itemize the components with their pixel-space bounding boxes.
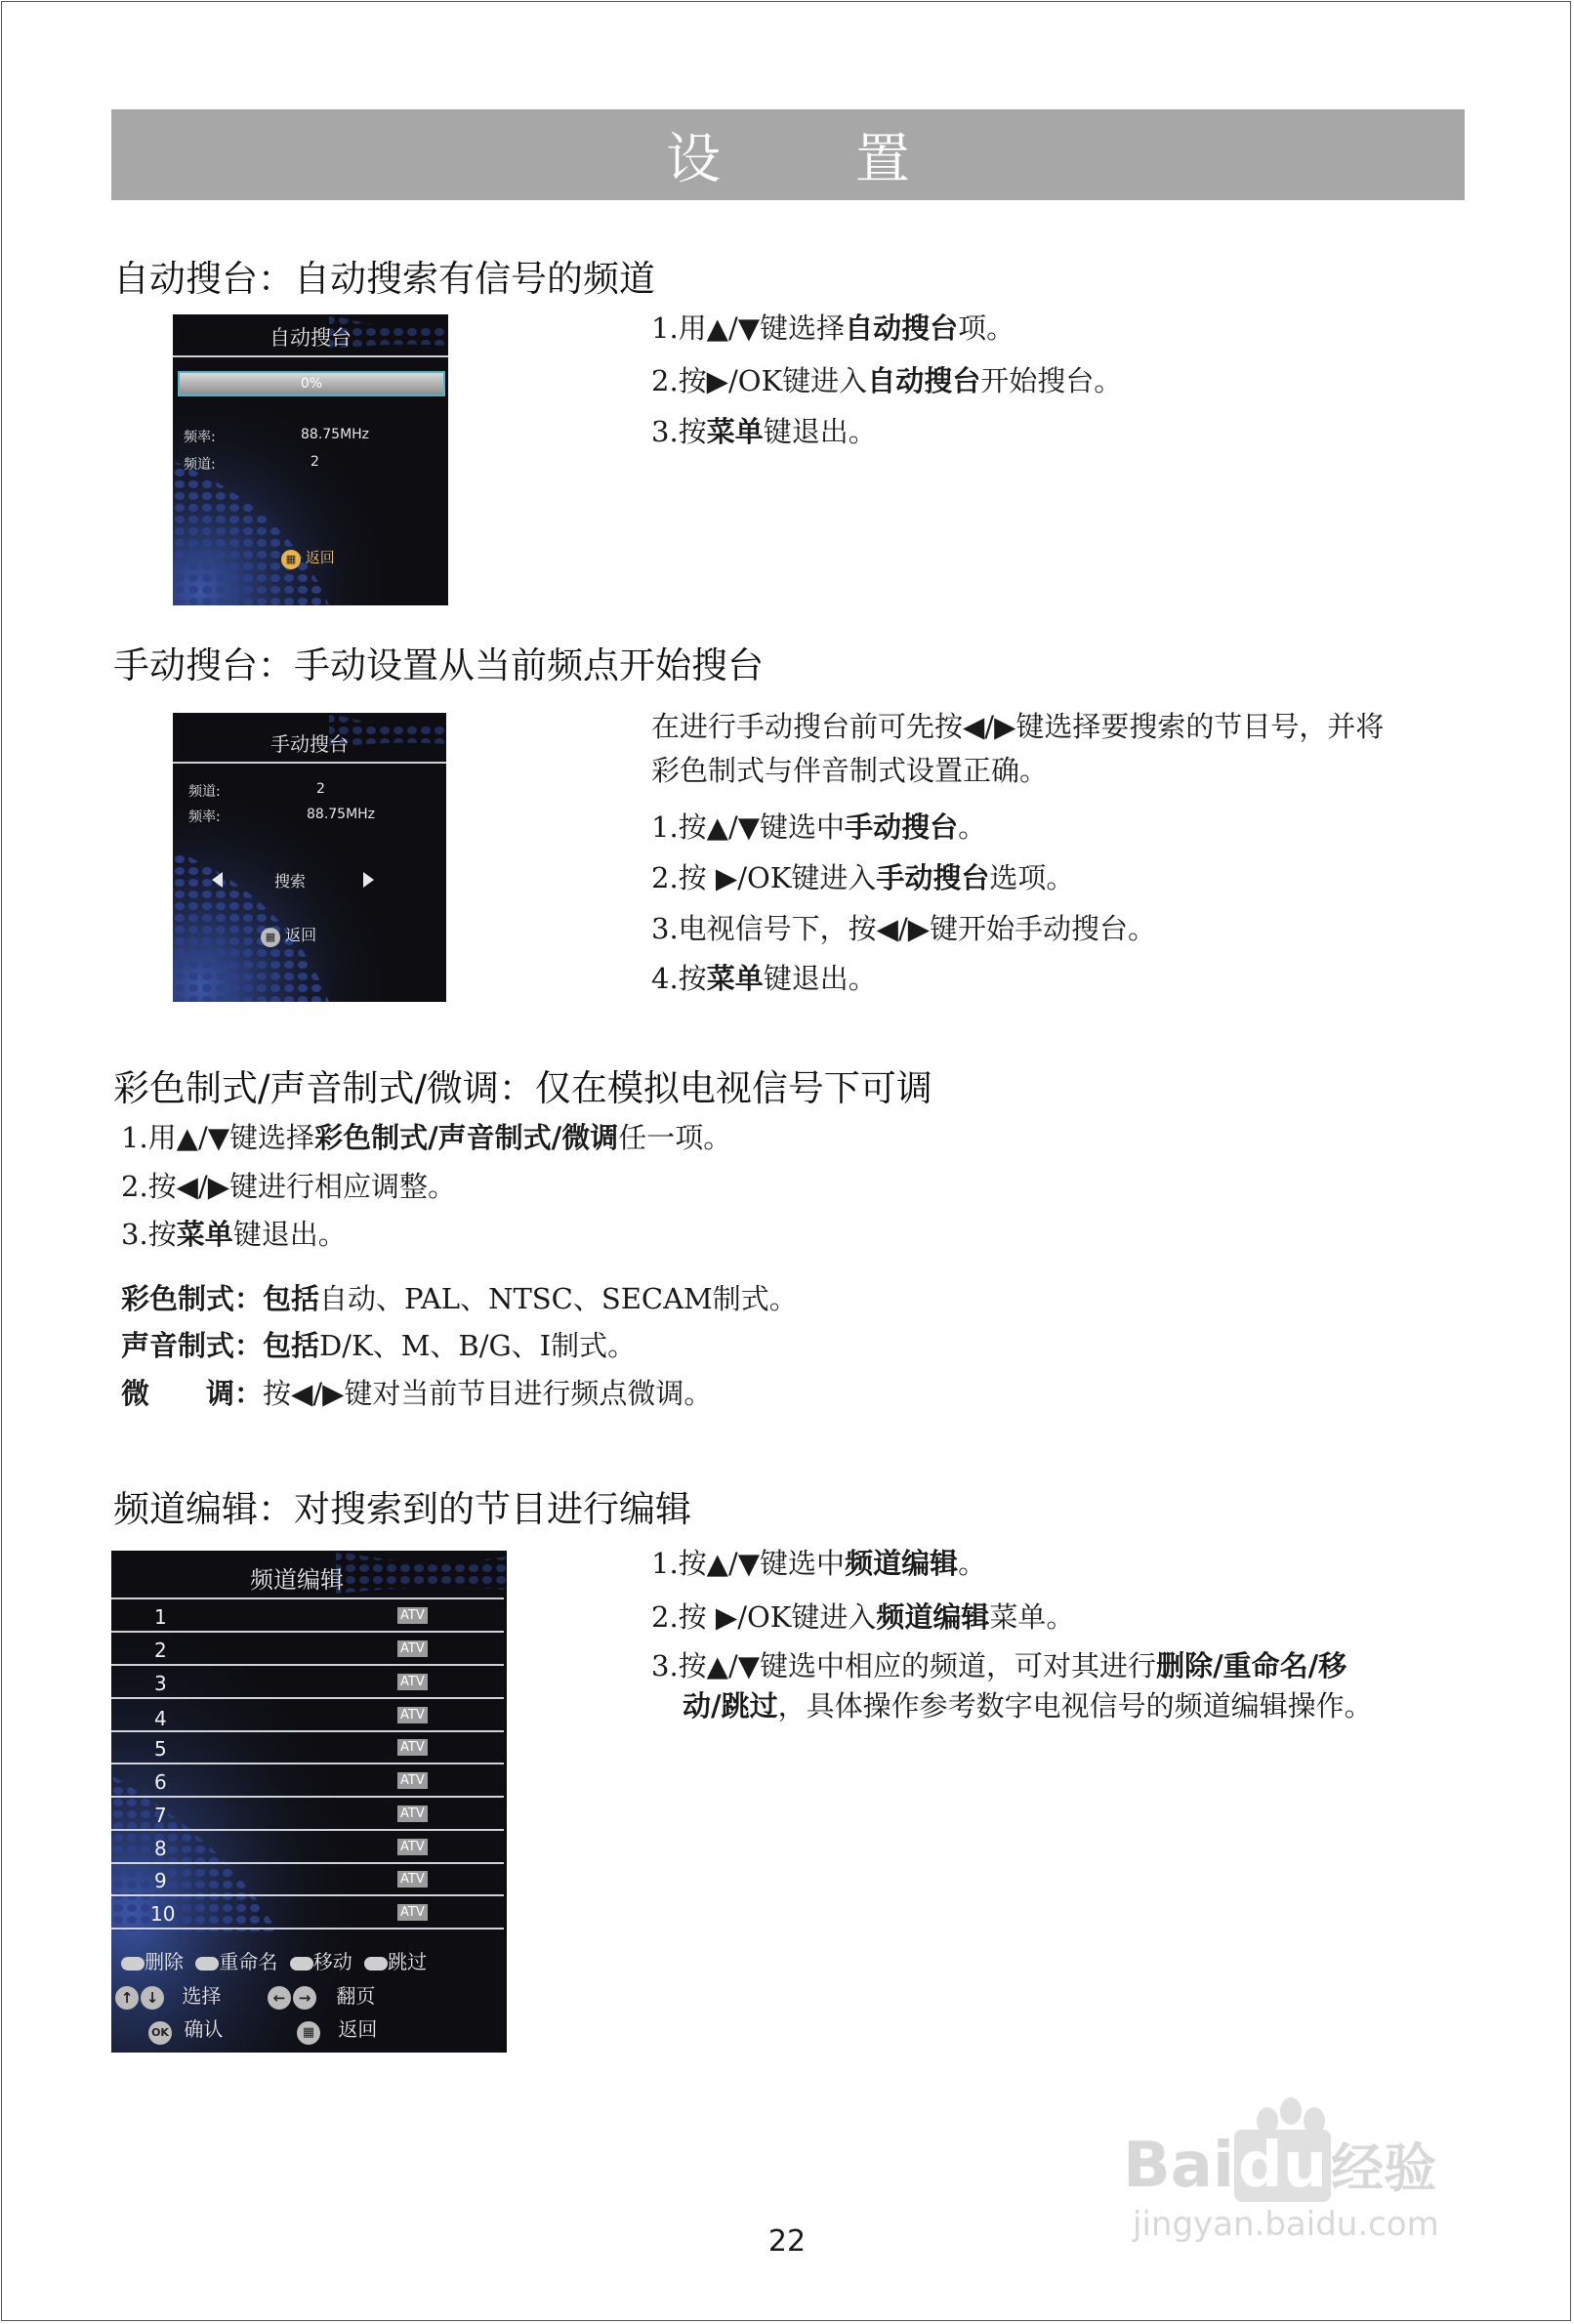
channel-value: 2 bbox=[311, 454, 319, 470]
menu-key-icon: ▦ bbox=[261, 928, 280, 947]
auto-step-3: 3.按菜单键退出。 bbox=[651, 415, 877, 448]
channel-value: 2 bbox=[316, 781, 325, 797]
down-key-icon: ↓ bbox=[141, 1986, 164, 2010]
progress-bar: 0% bbox=[178, 371, 445, 396]
sound-system-def: 声音制式：包括D/K、M、B/G、I制式。 bbox=[121, 1329, 637, 1362]
page-number: 22 bbox=[767, 2224, 807, 2259]
watermark-url: jingyan.baidu.com bbox=[1133, 2205, 1439, 2244]
section-heading-channel-edit: 频道编辑：对搜索到的节目进行编辑 bbox=[113, 1488, 691, 1530]
watermark-cn: 经验 bbox=[1331, 2137, 1437, 2199]
channel-row[interactable]: 2 ATV bbox=[111, 1633, 504, 1666]
channel-edit-screen bbox=[111, 1551, 507, 2053]
move-action[interactable]: 移动 bbox=[312, 1950, 352, 1973]
channel-row[interactable]: 6 ATV bbox=[111, 1764, 504, 1798]
green-key-icon bbox=[195, 1957, 219, 1971]
select-hint bbox=[115, 1980, 221, 2010]
freq-label: 频率: bbox=[184, 430, 216, 445]
left-arrow-icon[interactable] bbox=[212, 872, 223, 888]
menu-key-icon: ▦ bbox=[297, 2021, 320, 2045]
delete-action[interactable]: 删除 bbox=[145, 1950, 184, 1973]
return-hint bbox=[297, 2013, 377, 2045]
color-step-2: 2.按◀/▶键进行相应调整。 bbox=[121, 1170, 457, 1203]
section-heading-manual-search: 手动搜台：手动设置从当前频点开始搜台 bbox=[113, 644, 764, 686]
color-system-def: 彩色制式：包括自动、PAL、NTSC、SECAM制式。 bbox=[121, 1282, 798, 1315]
search-button[interactable]: 搜索 bbox=[274, 872, 307, 891]
auto-search-screen bbox=[173, 314, 448, 605]
manual-step-2: 2.按 ▶/OK键进入手动搜台选项。 bbox=[651, 861, 1075, 894]
divider bbox=[173, 355, 448, 357]
confirm-label: 确认 bbox=[184, 2017, 224, 2041]
page-title-banner bbox=[111, 109, 1465, 200]
channel-row[interactable]: 9 ATV bbox=[111, 1864, 504, 1896]
divider bbox=[173, 762, 446, 764]
rename-action[interactable]: 重命名 bbox=[219, 1950, 278, 1973]
manual-step-1: 1.按▲/▼键选中手动搜台。 bbox=[651, 810, 987, 844]
manual-search-screen bbox=[173, 713, 446, 1002]
screen-title: 自动搜台 bbox=[269, 326, 352, 350]
channel-label: 频道: bbox=[188, 784, 221, 800]
ok-key-icon: OK bbox=[148, 2021, 172, 2045]
channel-label: 频道: bbox=[184, 457, 216, 473]
fine-tune-def: 微 调：按◀/▶键对当前节目进行频点微调。 bbox=[121, 1377, 713, 1410]
channel-row[interactable]: 1 ATV bbox=[111, 1599, 504, 1633]
return-label: 返回 bbox=[305, 549, 335, 566]
action-bar bbox=[121, 1946, 427, 1974]
red-key-icon bbox=[121, 1957, 145, 1971]
freq-value: 88.75MHz bbox=[307, 807, 376, 822]
manual-step-3: 3.电视信号下，按◀/▶键开始手动搜台。 bbox=[651, 912, 1157, 945]
channel-row[interactable]: 7 ATV bbox=[111, 1798, 504, 1831]
channel-row[interactable]: 4 ATV bbox=[111, 1699, 504, 1732]
watermark-brand2: du bbox=[1234, 2130, 1331, 2202]
menu-key-icon: ▦ bbox=[281, 550, 301, 569]
watermark-brand: Bai bbox=[1123, 2130, 1234, 2202]
right-arrow-icon[interactable] bbox=[363, 872, 374, 888]
color-step-1: 1.用▲/▼键选择彩色制式/声音制式/微调任一项。 bbox=[121, 1121, 732, 1154]
baidu-watermark bbox=[1123, 2090, 1484, 2246]
edit-step-3: 3.按▲/▼键选中相应的频道，可对其进行删除/重命名/移 bbox=[651, 1649, 1347, 1682]
edit-step-1: 1.按▲/▼键选中频道编辑。 bbox=[651, 1547, 987, 1580]
manual-intro-line-1: 在进行手动搜台前可先按◀/▶键选择要搜索的节目号，并将 bbox=[651, 710, 1385, 743]
up-key-icon: ↑ bbox=[115, 1986, 139, 2010]
confirm-hint bbox=[148, 2013, 223, 2045]
auto-step-2: 2.按▶/OK键进入自动搜台开始搜台。 bbox=[651, 364, 1123, 397]
freq-label: 频率: bbox=[188, 809, 221, 825]
page-title: 设 置 bbox=[666, 127, 969, 191]
return-label: 返回 bbox=[285, 926, 317, 944]
return-hint bbox=[281, 547, 335, 569]
channel-row[interactable]: 5 ATV bbox=[111, 1732, 504, 1764]
edit-step-2: 2.按 ▶/OK键进入频道编辑菜单。 bbox=[651, 1600, 1075, 1634]
channel-row[interactable]: 8 ATV bbox=[111, 1831, 504, 1864]
edit-step-3-cont: 动/跳过，具体操作参考数字电视信号的频道编辑操作。 bbox=[683, 1689, 1373, 1722]
auto-step-1: 1.用▲/▼键选择自动搜台项。 bbox=[651, 311, 1015, 345]
return-label: 返回 bbox=[338, 2017, 378, 2041]
section-heading-auto-search: 自动搜台：自动搜索有信号的频道 bbox=[113, 258, 655, 300]
return-hint bbox=[261, 923, 316, 947]
blue-key-icon bbox=[364, 1957, 388, 1971]
manual-intro-line-2: 彩色制式与伴音制式设置正确。 bbox=[651, 754, 1049, 787]
screen-title: 频道编辑 bbox=[250, 1566, 344, 1594]
screen-title: 手动搜台 bbox=[270, 732, 349, 756]
left-key-icon: ← bbox=[268, 1986, 291, 2010]
right-key-icon: → bbox=[293, 1986, 316, 2010]
yellow-key-icon bbox=[290, 1957, 313, 1971]
channel-row[interactable]: 10 ATV bbox=[111, 1896, 504, 1930]
manual-step-4: 4.按菜单键退出。 bbox=[651, 962, 877, 995]
page-hint bbox=[268, 1980, 375, 2010]
select-label: 选择 bbox=[182, 1984, 222, 2008]
freq-value: 88.75MHz bbox=[301, 427, 370, 442]
section-heading-color-sound: 彩色制式/声音制式/微调：仅在模拟电视信号下可调 bbox=[113, 1067, 932, 1109]
color-step-3: 3.按菜单键退出。 bbox=[121, 1218, 347, 1251]
channel-row[interactable]: 3 ATV bbox=[111, 1666, 504, 1699]
page-label: 翻页 bbox=[336, 1984, 376, 2008]
skip-action[interactable]: 跳过 bbox=[388, 1950, 428, 1973]
